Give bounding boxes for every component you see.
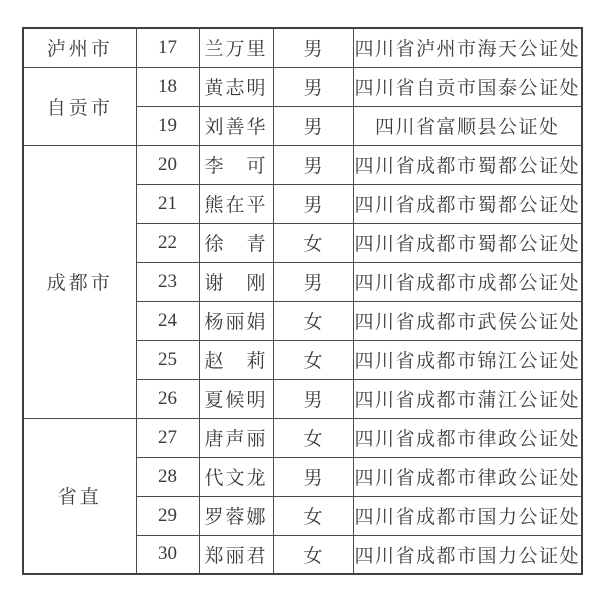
- name-cell: 徐 青: [199, 223, 273, 262]
- number-cell: 18: [136, 67, 199, 106]
- number-cell: 17: [136, 28, 199, 67]
- gender-cell: 男: [273, 28, 353, 67]
- table-row: [23, 67, 582, 106]
- number-cell: 29: [136, 496, 199, 535]
- gender-cell: 女: [273, 301, 353, 340]
- gender-cell: 男: [273, 67, 353, 106]
- name-cell: 代文龙: [199, 457, 273, 496]
- number-cell: 30: [136, 535, 199, 574]
- office-cell: 四川省成都市国力公证处: [353, 496, 582, 535]
- gender-cell: 女: [273, 496, 353, 535]
- office-cell: 四川省成都市武侯公证处: [353, 301, 582, 340]
- table-row: [23, 28, 582, 67]
- city-group-cell: 自贡市: [23, 67, 136, 145]
- number-cell: 19: [136, 106, 199, 145]
- office-cell: 四川省自贡市国泰公证处: [353, 67, 582, 106]
- gender-cell: 男: [273, 379, 353, 418]
- office-cell: 四川省成都市蜀都公证处: [353, 223, 582, 262]
- name-cell: 唐声丽: [199, 418, 273, 457]
- number-cell: 26: [136, 379, 199, 418]
- table-row: [23, 418, 582, 457]
- office-cell: 四川省成都市蜀都公证处: [353, 145, 582, 184]
- number-cell: 24: [136, 301, 199, 340]
- number-cell: 28: [136, 457, 199, 496]
- number-cell: 27: [136, 418, 199, 457]
- number-cell: 21: [136, 184, 199, 223]
- city-group-cell: 省直: [23, 418, 136, 574]
- number-cell: 20: [136, 145, 199, 184]
- office-cell: 四川省成都市成都公证处: [353, 262, 582, 301]
- office-cell: 四川省成都市律政公证处: [353, 457, 582, 496]
- office-cell: 四川省成都市锦江公证处: [353, 340, 582, 379]
- office-cell: 四川省泸州市海天公证处: [353, 28, 582, 67]
- gender-cell: 女: [273, 340, 353, 379]
- office-cell: 四川省成都市蜀都公证处: [353, 184, 582, 223]
- office-cell: 四川省成都市律政公证处: [353, 418, 582, 457]
- name-cell: 罗蓉娜: [199, 496, 273, 535]
- office-cell: 四川省成都市蒲江公证处: [353, 379, 582, 418]
- number-cell: 25: [136, 340, 199, 379]
- name-cell: 夏候明: [199, 379, 273, 418]
- name-cell: 李 可: [199, 145, 273, 184]
- gender-cell: 女: [273, 535, 353, 574]
- gender-cell: 男: [273, 145, 353, 184]
- city-group-cell: 泸州市: [23, 28, 136, 67]
- name-cell: 谢 刚: [199, 262, 273, 301]
- gender-cell: 男: [273, 106, 353, 145]
- gender-cell: 男: [273, 184, 353, 223]
- gender-cell: 男: [273, 262, 353, 301]
- name-cell: 郑丽君: [199, 535, 273, 574]
- number-cell: 22: [136, 223, 199, 262]
- table-row: [23, 145, 582, 184]
- gender-cell: 女: [273, 223, 353, 262]
- notary-roster-table: [22, 27, 583, 575]
- name-cell: 杨丽娟: [199, 301, 273, 340]
- gender-cell: 男: [273, 457, 353, 496]
- name-cell: 兰万里: [199, 28, 273, 67]
- name-cell: 刘善华: [199, 106, 273, 145]
- name-cell: 熊在平: [199, 184, 273, 223]
- gender-cell: 女: [273, 418, 353, 457]
- city-group-cell: 成都市: [23, 145, 136, 418]
- office-cell: 四川省成都市国力公证处: [353, 535, 582, 574]
- number-cell: 23: [136, 262, 199, 301]
- name-cell: 赵 莉: [199, 340, 273, 379]
- name-cell: 黄志明: [199, 67, 273, 106]
- office-cell: 四川省富顺县公证处: [353, 106, 582, 145]
